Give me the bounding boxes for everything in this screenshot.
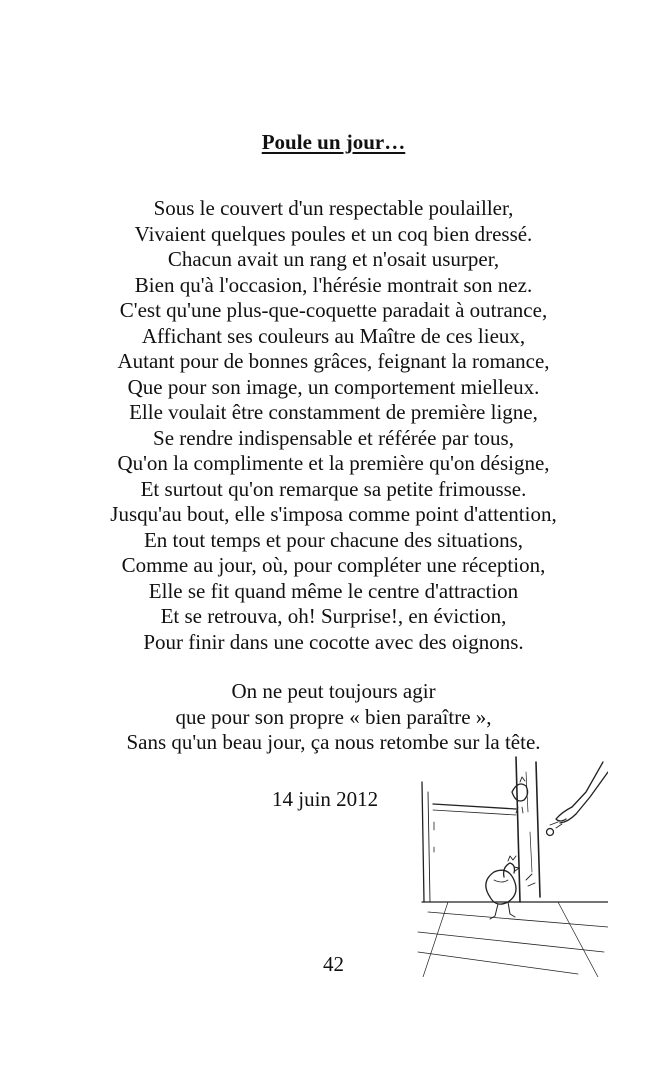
- poem-stanza-2: [0, 679, 667, 756]
- poem-line: que pour son propre « bien paraître »,: [175, 704, 492, 729]
- poem-line: Comme au jour, où, pour compléter une réception,: [121, 553, 546, 577]
- poem-line: C'est qu'une plus-que-coquette paradait à outrance,: [119, 298, 548, 322]
- poem-line: Sans qu'un beau jour, ça nous retombe sur la tête.: [126, 730, 541, 754]
- poem-line: Pour finir dans une cocotte avec des oignons.: [143, 629, 524, 654]
- poem-line: Et se retrouva, oh! Surprise!, en éviction,: [160, 604, 507, 628]
- poem-line: Elle se fit quand même le centre d'attraction: [148, 578, 519, 603]
- poem-line: On ne peut toujours agir: [231, 679, 436, 703]
- poem-line: Chacun avait un rang et n'osait usurper,: [167, 247, 500, 271]
- poem-line: Et surtout qu'on remarque sa petite frimousse.: [140, 476, 527, 501]
- poem-line: Vivaient quelques poules et un coq bien dressé.: [134, 221, 533, 246]
- henhouse-chicken-illustration: [408, 752, 608, 977]
- poem-line: Affichant ses couleurs au Maître de ces lieux,: [141, 323, 526, 348]
- poem-line: Bien qu'à l'occasion, l'hérésie montrait son nez.: [134, 272, 533, 297]
- poem-line: En tout temps et pour chacune des situations,: [143, 527, 524, 552]
- poem-line: Se rendre indispensable et référée par tous,: [153, 425, 514, 450]
- poem-stanza-1: [0, 196, 667, 655]
- poem-date: 14 juin 2012: [272, 787, 379, 811]
- poem-line: Autant pour de bonnes grâces, feignant la romance,: [117, 349, 550, 373]
- poem-title: Poule un jour…: [261, 130, 406, 154]
- page-number: 42: [323, 952, 344, 976]
- poem-line: Elle voulait être constamment de première ligne,: [129, 400, 538, 424]
- poem-line: Jusqu'au bout, elle s'imposa comme point d'attention,: [110, 502, 557, 526]
- poem-line: Qu'on la complimente et la première qu'on désigne,: [117, 451, 550, 475]
- poem-line: Sous le couvert d'un respectable poulailler,: [153, 196, 514, 220]
- poem-line: Que pour son image, un comportement mielleux.: [127, 374, 540, 399]
